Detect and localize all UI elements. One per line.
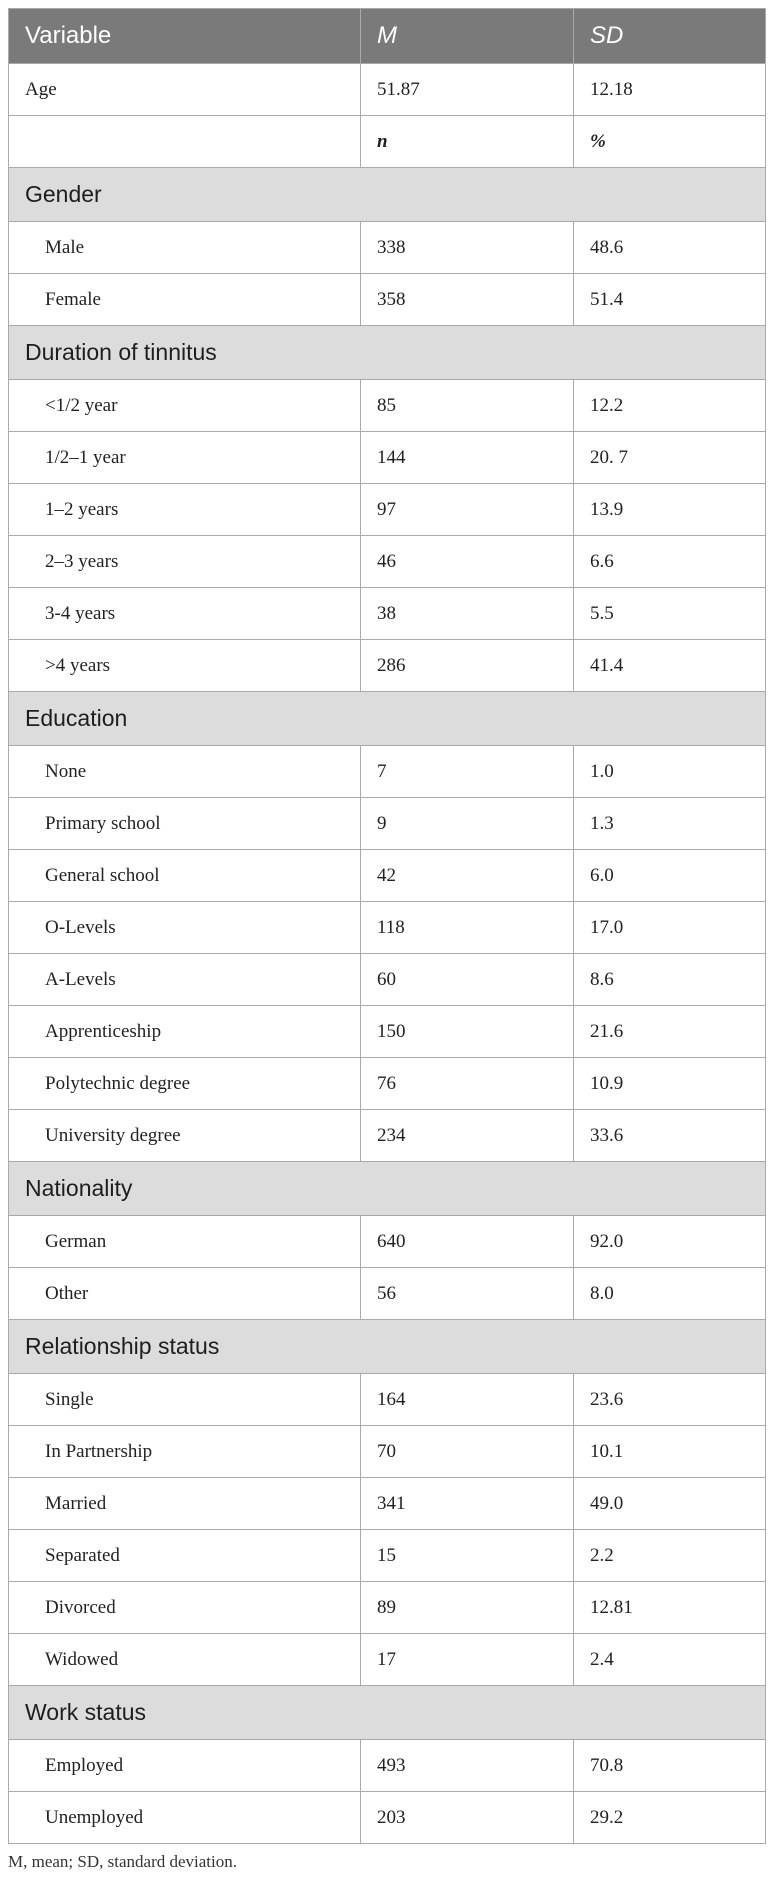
row-n: 640 (361, 1216, 574, 1268)
section-title: Duration of tinnitus (9, 326, 766, 380)
row-pct: 21.6 (574, 1006, 766, 1058)
header-mean: M (361, 9, 574, 64)
row-pct: 2.2 (574, 1530, 766, 1582)
row-label: Employed (9, 1740, 361, 1792)
section-title: Relationship status (9, 1320, 766, 1374)
row-n: 70 (361, 1426, 574, 1478)
table-row (9, 1110, 766, 1162)
row-label: Divorced (9, 1582, 361, 1634)
table-row (9, 432, 766, 484)
row-n: 46 (361, 536, 574, 588)
row-pct: 5.5 (574, 588, 766, 640)
table-row (9, 746, 766, 798)
row-pct: 92.0 (574, 1216, 766, 1268)
row-label: Separated (9, 1530, 361, 1582)
row-label: 1/2–1 year (9, 432, 361, 484)
row-pct: 23.6 (574, 1374, 766, 1426)
row-n: 76 (361, 1058, 574, 1110)
section-row (9, 168, 766, 222)
table-body (9, 64, 766, 1844)
age-label: Age (9, 64, 361, 116)
table-row (9, 1582, 766, 1634)
row-n: 60 (361, 954, 574, 1006)
row-label: <1/2 year (9, 380, 361, 432)
row-pct: 20. 7 (574, 432, 766, 484)
row-pct: 51.4 (574, 274, 766, 326)
row-pct: 12.2 (574, 380, 766, 432)
row-label: Primary school (9, 798, 361, 850)
row-n: 38 (361, 588, 574, 640)
header-variable: Variable (9, 9, 361, 64)
row-n: 234 (361, 1110, 574, 1162)
row-label: Male (9, 222, 361, 274)
age-mean: 51.87 (361, 64, 574, 116)
row-pct: 10.1 (574, 1426, 766, 1478)
table-row (9, 850, 766, 902)
section-row (9, 1320, 766, 1374)
table-row (9, 1268, 766, 1320)
section-row (9, 1686, 766, 1740)
section-title: Gender (9, 168, 766, 222)
row-pct: 29.2 (574, 1792, 766, 1844)
row-label: Female (9, 274, 361, 326)
row-n: 164 (361, 1374, 574, 1426)
table-row (9, 1740, 766, 1792)
row-label: German (9, 1216, 361, 1268)
row-n: 7 (361, 746, 574, 798)
section-row (9, 692, 766, 746)
row-pct: 70.8 (574, 1740, 766, 1792)
row-n: 17 (361, 1634, 574, 1686)
row-n: 286 (361, 640, 574, 692)
row-label: None (9, 746, 361, 798)
table-row (9, 1478, 766, 1530)
row-n: 493 (361, 1740, 574, 1792)
row-pct: 8.6 (574, 954, 766, 1006)
header-row (9, 9, 766, 64)
row-n: 42 (361, 850, 574, 902)
row-label: Widowed (9, 1634, 361, 1686)
table-row (9, 222, 766, 274)
age-sd: 12.18 (574, 64, 766, 116)
row-label: A-Levels (9, 954, 361, 1006)
table-row (9, 274, 766, 326)
section-title: Work status (9, 1686, 766, 1740)
table-row (9, 798, 766, 850)
row-pct: 2.4 (574, 1634, 766, 1686)
row-pct: 1.3 (574, 798, 766, 850)
table-footnote: M, mean; SD, standard deviation. (8, 1852, 237, 1871)
row-label: Other (9, 1268, 361, 1320)
row-n: 203 (361, 1792, 574, 1844)
table-row (9, 1374, 766, 1426)
row-label: Polytechnic degree (9, 1058, 361, 1110)
section-row (9, 326, 766, 380)
table-row (9, 640, 766, 692)
table-row (9, 902, 766, 954)
row-n: 341 (361, 1478, 574, 1530)
row-pct: 12.81 (574, 1582, 766, 1634)
section-title: Education (9, 692, 766, 746)
table-row (9, 1426, 766, 1478)
table-row (9, 1216, 766, 1268)
row-n: 118 (361, 902, 574, 954)
row-label: Unemployed (9, 1792, 361, 1844)
row-n: 144 (361, 432, 574, 484)
section-title: Nationality (9, 1162, 766, 1216)
table-row (9, 1058, 766, 1110)
row-n: 85 (361, 380, 574, 432)
row-label: >4 years (9, 640, 361, 692)
row-pct: 48.6 (574, 222, 766, 274)
row-pct: 8.0 (574, 1268, 766, 1320)
row-pct: 13.9 (574, 484, 766, 536)
row-label: In Partnership (9, 1426, 361, 1478)
row-pct: 6.0 (574, 850, 766, 902)
table-row (9, 1530, 766, 1582)
age-row (9, 64, 766, 116)
row-label: General school (9, 850, 361, 902)
row-label: 3-4 years (9, 588, 361, 640)
row-pct: 41.4 (574, 640, 766, 692)
row-pct: 1.0 (574, 746, 766, 798)
row-label: 1–2 years (9, 484, 361, 536)
row-label: University degree (9, 1110, 361, 1162)
table-row (9, 588, 766, 640)
table-row (9, 1634, 766, 1686)
row-label: Apprenticeship (9, 1006, 361, 1058)
row-label: Married (9, 1478, 361, 1530)
row-pct: 49.0 (574, 1478, 766, 1530)
row-label: O-Levels (9, 902, 361, 954)
table-row (9, 380, 766, 432)
section-row (9, 1162, 766, 1216)
table-row (9, 484, 766, 536)
row-pct: 17.0 (574, 902, 766, 954)
demographics-table (8, 8, 766, 1844)
row-label: 2–3 years (9, 536, 361, 588)
row-n: 9 (361, 798, 574, 850)
row-pct: 33.6 (574, 1110, 766, 1162)
table-row (9, 1006, 766, 1058)
table-row (9, 536, 766, 588)
table-row (9, 954, 766, 1006)
row-n: 89 (361, 1582, 574, 1634)
subheader-n: n (361, 116, 574, 168)
table-row (9, 1792, 766, 1844)
header-sd: SD (574, 9, 766, 64)
row-n: 358 (361, 274, 574, 326)
row-label: Single (9, 1374, 361, 1426)
row-pct: 10.9 (574, 1058, 766, 1110)
row-n: 15 (361, 1530, 574, 1582)
row-n: 56 (361, 1268, 574, 1320)
subheader-row (9, 116, 766, 168)
row-pct: 6.6 (574, 536, 766, 588)
subheader-empty (9, 116, 361, 168)
row-n: 97 (361, 484, 574, 536)
subheader-pct: % (574, 116, 766, 168)
row-n: 338 (361, 222, 574, 274)
row-n: 150 (361, 1006, 574, 1058)
